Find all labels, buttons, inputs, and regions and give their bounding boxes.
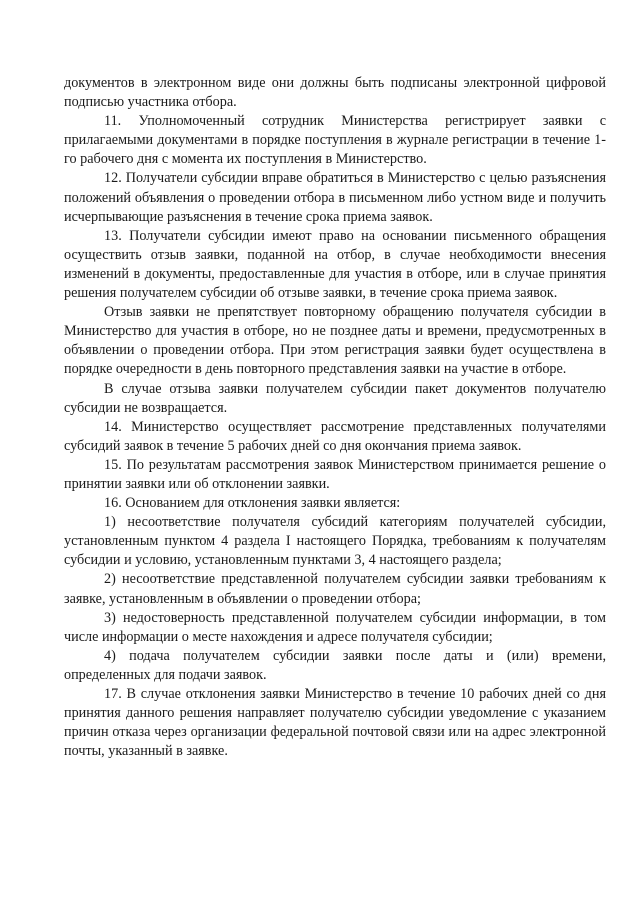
paragraph-15: 15. По результатам рассмотрения заявок Министерством принимается решение о принятии заявки или об отклонении заявки. [64, 456, 606, 492]
paragraph-16-item-1: 1) несоответствие получателя субсидий категориям получателей субсидии, установленным пунктом 4 раздела I настоящего Порядка, требованиям к получателям субсидии и условию, установленным пунктами 3, 4 настоящего раздела; [64, 514, 606, 569]
paragraph-17: 17. В случае отклонения заявки Министерство в течение 10 рабочих дней со дня принятия данного решения направляет получателю субсидии уведомление с указанием причин отказа через организации федеральной почтовой связи или на адрес электронной почты, указанный в заявке. [64, 686, 606, 760]
paragraph-14: 14. Министерство осуществляет рассмотрение представленных получателями субсидий заявок в течение 5 рабочих дней со дня окончания приема заявок. [64, 418, 606, 454]
paragraph-13: 13. Получатели субсидии имеют право на основании письменного обращения осуществить отзыв заявки, поданной на отбор, в случае необходимости внесения изменений в документы, предоставленные для участия в отборе, или в случае принятия решения получателем субсидии об отзыве заявки, в течение срока приема заявок. [64, 227, 606, 302]
paragraph-16-item-4: 4) подача получателем субсидии заявки после даты и (или) времени, определенных для подачи заявок. [64, 647, 606, 683]
paragraph-11: 11. Уполномоченный сотрудник Министерства регистрирует заявки с прилагаемыми документами в порядке поступления в журнале регистрации в течение 1-го рабочего дня с момента их поступления в Министерство. [64, 113, 606, 168]
paragraph-13-withdrawal: Отзыв заявки не препятствует повторному обращению получателя субсидии в Министерство для участия в отборе, но не позднее даты и времени, предусмотренных в объявлении о проведении отбора. При этом регистрация заявки будет осуществлена в порядке очередности в день повторного представления заявки на участие в отборе. [64, 304, 606, 378]
paragraph-16: 16. Основанием для отклонения заявки является: [104, 495, 401, 512]
paragraph-16-item-3: 3) недостоверность представленной получателем субсидии информации, в том числе информации о месте нахождения и адресе получателя субсидии; [64, 609, 606, 645]
paragraph-continuation: документов в электронном виде они должны быть подписаны электронной цифровой подписью участника отбора. [64, 75, 606, 111]
paragraph-16-item-2: 2) несоответствие представленной получателем субсидии заявки требованиям к заявке, установленным в объявлении о проведении отбора; [64, 571, 606, 607]
paragraph-12: 12. Получатели субсидии вправе обратиться в Министерство с целью разъяснения положений объявления о проведении отбора в письменном либо устном виде и получить исчерпывающие разъяснения в течение срока приема заявок. [64, 170, 606, 225]
paragraph-13-documents: В случае отзыва заявки получателем субсидии пакет документов получателю субсидии не возвращается. [64, 380, 606, 416]
document-page [64, 74, 606, 761]
